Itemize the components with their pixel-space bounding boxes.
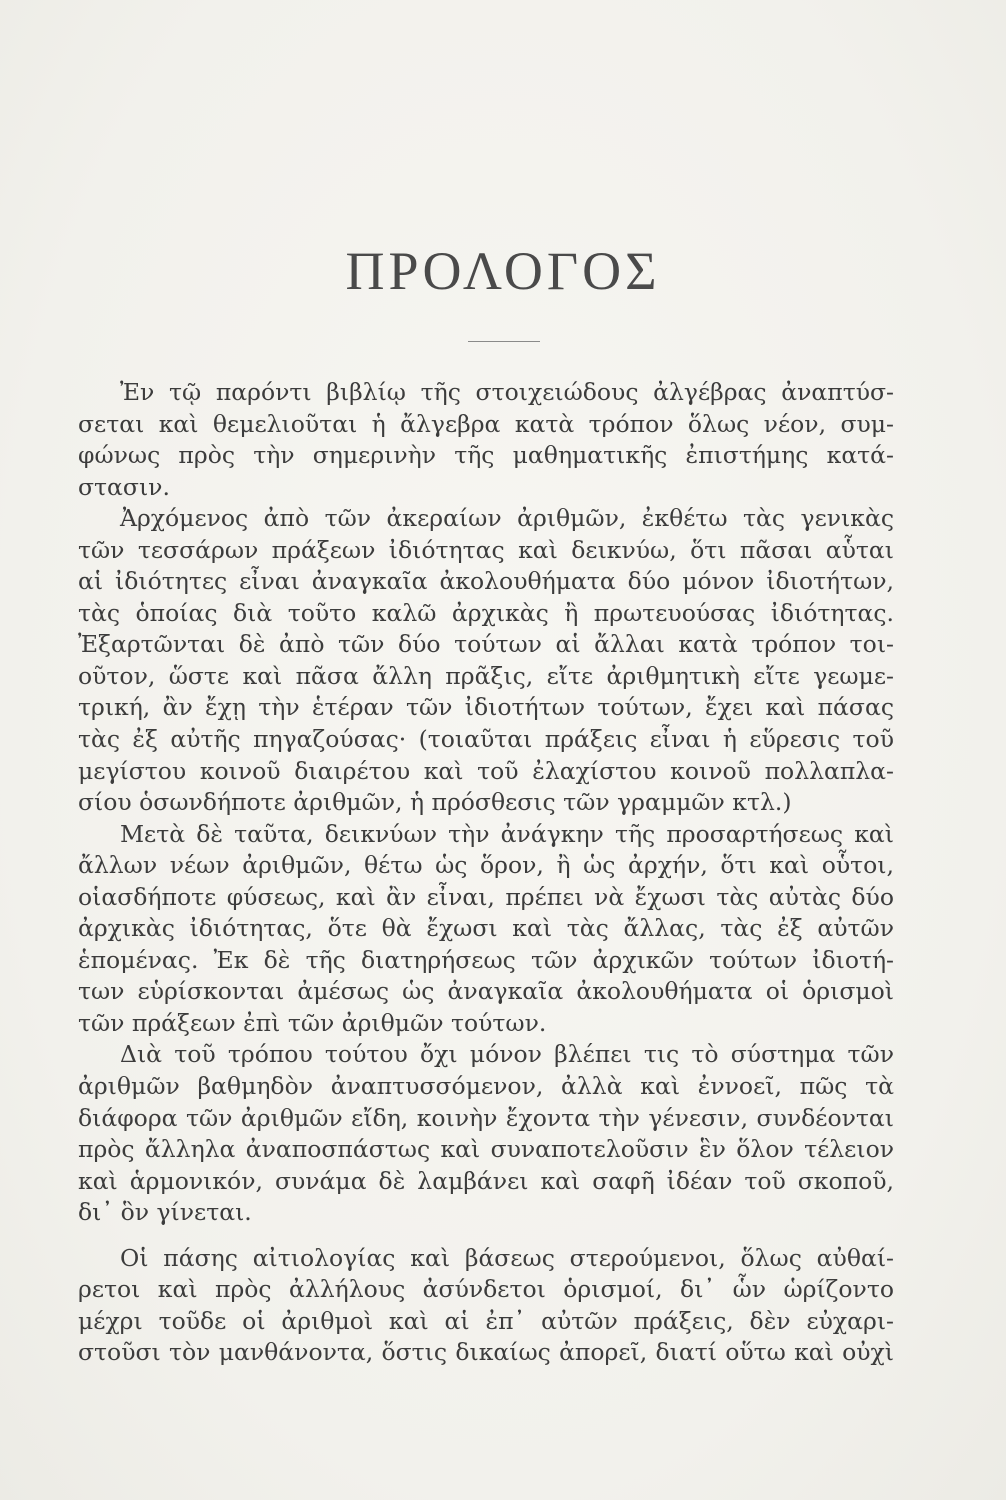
text-line: ρετοι καὶ πρὸς ἀλλήλους ἀσύνδετοι ὁρισμοί, δι᾽ ὧν ὡρίζοντο xyxy=(78,1275,894,1304)
text-line: σίου ὁσωνδήποτε ἀριθμῶν, ἡ πρόσθεσις τῶν γραμμῶν κτλ.) xyxy=(78,788,792,817)
text-line: τὰς ἐξ αὐτῆς πηγαζούσας· (τοιαῦται πράξεις εἶναι ἡ εὕρεσις τοῦ xyxy=(78,725,894,754)
text-line: Μετὰ δὲ ταῦτα, δεικνύων τὴν ἀνάγκην τῆς προσαρτήσεως καὶ xyxy=(120,819,894,848)
text-line: ἀρχικὰς ἰδιότητας, ὅτε θὰ ἔχωσι καὶ τὰς ἄλλας, τὰς ἐξ αὐτῶν xyxy=(78,914,894,943)
paragraph-1 xyxy=(78,377,894,503)
text-line: ἀριθμῶν βαθμηδὸν ἀναπτυσσόμενον, ἀλλὰ καὶ ἐννοεῖ, πῶς τὰ xyxy=(78,1072,894,1101)
text-line: Ἀρχόμενος ἀπὸ τῶν ἀκεραίων ἀριθμῶν, ἐκθέτω τὰς γενικὰς xyxy=(120,504,894,533)
paragraph-gap xyxy=(78,1229,894,1243)
text-line: Οἱ πάσης αἰτιολογίας καὶ βάσεως στερούμενοι, ὅλως αὐθαί- xyxy=(120,1243,894,1272)
text-line: καὶ ἁρμονικόν, συνάμα δὲ λαμβάνει καὶ σαφῆ ἰδέαν τοῦ σκοποῦ, xyxy=(78,1166,894,1195)
text-line: διάφορα τῶν ἀριθμῶν εἴδη, κοινὴν ἔχοντα τὴν γένεσιν, συνδέονται xyxy=(78,1103,894,1132)
text-line: τρική, ἂν ἔχῃ τὴν ἑτέραν τῶν ἰδιοτήτων τούτων, ἔχει καὶ πάσας xyxy=(78,693,894,722)
text-line: στοῦσι τὸν μανθάνοντα, ὅστις δικαίως ἀπορεῖ, διατί οὕτω καὶ οὐχὶ xyxy=(78,1338,894,1367)
text-line: τὰς ὁποίας διὰ τοῦτο καλῶ ἀρχικὰς ἢ πρωτευούσας ἰδιότητας. xyxy=(78,598,894,627)
text-line: δι᾽ ὃν γίνεται. xyxy=(78,1198,252,1227)
text-line: των εὑρίσκονται ἀμέσως ὡς ἀναγκαῖα ἀκολουθήματα οἱ ὁρισμοὶ xyxy=(78,977,894,1006)
paragraph-5 xyxy=(78,1243,894,1369)
text-line: ἑπομένας. Ἐκ δὲ τῆς διατηρήσεως τῶν ἀρχικῶν τούτων ἰδιοτή- xyxy=(78,945,894,974)
text-line: οἱασδήποτε φύσεως, καὶ ἂν εἶναι, πρέπει νὰ ἔχωσι τὰς αὐτὰς δύο xyxy=(78,882,894,911)
text-line: στασιν. xyxy=(78,472,170,501)
text-line: Ἐν τῷ παρόντι βιβλίῳ τῆς στοιχειώδους ἀλγέβρας ἀναπτύσ- xyxy=(120,378,894,406)
body-text xyxy=(78,377,894,1369)
text-line: σεται καὶ θεμελιοῦται ἡ ἄλγεβρα κατὰ τρόπον ὅλως νέον, συμ- xyxy=(78,409,894,438)
page-title: ΠΡΟΛΟΓΟΣ xyxy=(345,241,661,301)
text-line: Διὰ τοῦ τρόπου τούτου ὄχι μόνον βλέπει τις τὸ σύστημα τῶν xyxy=(120,1040,894,1069)
text-line: αἱ ἰδιότητες εἶναι ἀναγκαῖα ἀκολουθήματα δύο μόνον ἰδιοτήτων, xyxy=(78,567,894,596)
text-line: φώνως πρὸς τὴν σημερινὴν τῆς μαθηματικῆς ἐπιστήμης κατά- xyxy=(78,441,894,470)
text-line: ἄλλων νέων ἀριθμῶν, θέτω ὡς ὅρον, ἢ ὡς ἀρχήν, ὅτι καὶ οὗτοι, xyxy=(78,851,894,880)
paragraph-2 xyxy=(78,503,894,818)
text-line: Ἐξαρτῶνται δὲ ἀπὸ τῶν δύο τούτων αἱ ἄλλαι κατὰ τρόπον τοι- xyxy=(78,630,894,659)
text-line: μέχρι τοῦδε οἱ ἀριθμοὶ καὶ αἱ ἐπ᾽ αὐτῶν πράξεις, δὲν εὐχαρι- xyxy=(78,1306,894,1335)
text-line: τῶν τεσσάρων πράξεων ἰδιότητας καὶ δεικνύω, ὅτι πᾶσαι αὗται xyxy=(78,535,894,564)
paragraph-4 xyxy=(78,1039,894,1228)
text-line: οῦτον, ὥστε καὶ πᾶσα ἄλλη πρᾶξις, εἴτε ἀριθμητικὴ εἴτε γεωμε- xyxy=(78,661,894,690)
paragraph-3 xyxy=(78,819,894,1040)
text-line: πρὸς ἄλληλα ἀναποσπάστως καὶ συναποτελοῦσιν ἓν ὅλον τέλειον xyxy=(78,1135,894,1164)
text-line: τῶν πράξεων ἐπὶ τῶν ἀριθμῶν τούτων. xyxy=(78,1008,547,1037)
text-line: μεγίστου κοινοῦ διαιρέτου καὶ τοῦ ἐλαχίστου κοινοῦ πολλαπλα- xyxy=(78,756,894,785)
title-divider xyxy=(468,341,540,342)
